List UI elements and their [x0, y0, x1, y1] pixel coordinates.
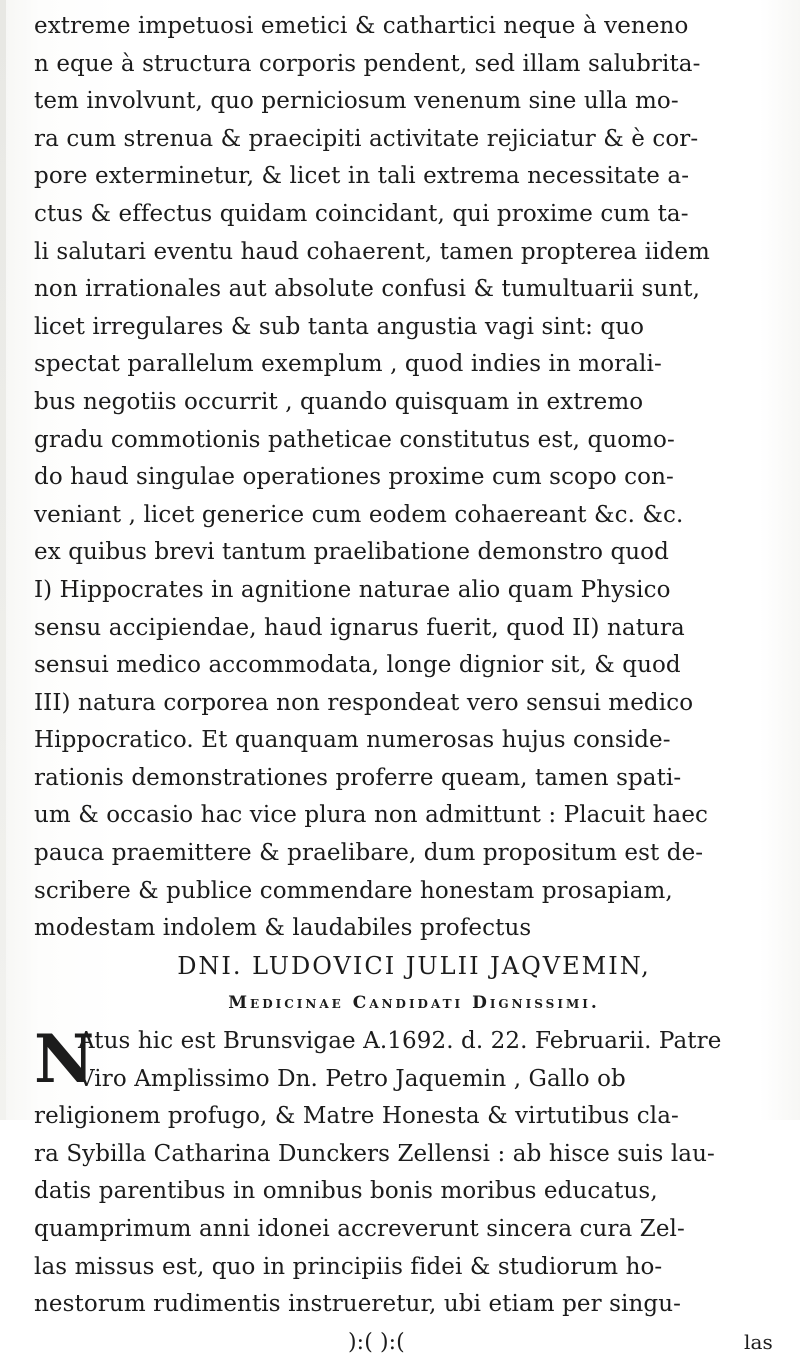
text-line: bus negotiis occurrit , quando quisquam in extremo — [34, 388, 644, 415]
text-line: li salutari eventu haud cohaerent, tamen propterea iidem — [34, 238, 710, 265]
catchword: las — [744, 1329, 773, 1354]
text-line: pore exterminetur, & licet in tali extrema necessitate a- — [34, 163, 690, 190]
bio-line: Viro Amplissimo Dn. Petro Jaquemin , Gallo ob — [78, 1065, 626, 1092]
text-line: do haud singulae operationes proxime cum scopo con- — [34, 464, 674, 491]
text-line: ra cum strenua & praecipiti activitate rejiciatur & è cor- — [34, 125, 699, 152]
text-line: spectat parallelum exemplum , quod indies in morali- — [34, 351, 662, 378]
text-line: sensu accipiendae, haud ignarus fuerit, quod II) natura — [34, 614, 685, 641]
sub-heading: Medicinae Candidati Dignissimi. — [228, 993, 600, 1014]
signature-mark: ):( ):( — [348, 1329, 405, 1355]
footer-line — [34, 1324, 794, 1361]
bio-line: religionem profugo, & Matre Honesta & virtutibus cla- — [34, 1103, 679, 1130]
text-line: III) natura corporea non respondeat vero sensui medico — [34, 689, 694, 716]
body-text — [34, 8, 794, 1361]
text-line: licet irregulares & sub tanta angustia vagi sint: quo — [34, 313, 645, 340]
text-line: rationis demonstrationes proferre queam, tamen spati- — [34, 764, 682, 791]
bio-line: nestorum rudimentis instrueretur, ubi etiam per singu- — [34, 1291, 682, 1318]
bio-line: ra Sybilla Catharina Dunckers Zellensi : ab hisce suis lau- — [34, 1140, 715, 1167]
bio-line: las missus est, quo in principiis fidei & studiorum ho- — [34, 1253, 663, 1280]
text-line: gradu commotionis patheticae constitutus est, quomo- — [34, 426, 675, 453]
text-line: pauca praemittere & praelibare, dum propositum est de- — [34, 840, 704, 867]
bio-line-first: N Atus hic est Brunsvigae A.1692. d. 22. Februarii. Patre — [34, 1020, 722, 1099]
text-line: extreme impetuosi emetici & cathartici neque à veneno — [34, 13, 689, 39]
bio-line: quamprimum anni idonei accreverunt sincera cura Zel- — [34, 1216, 685, 1242]
drop-capital: N — [34, 1020, 95, 1099]
text-line: ex quibus brevi tantum praelibatione demonstro quod — [34, 539, 669, 566]
text-line: veniant , licet generice cum eodem cohaereant &c. &c. — [34, 501, 684, 528]
text-line: scribere & publice commendare honestam prosapiam, — [34, 877, 673, 904]
text-line: n eque à structura corporis pendent, sed illam salubrita- — [34, 50, 701, 77]
text-line: um & occasio hac vice plura non admittunt : Placuit haec — [34, 802, 709, 829]
text-line: tem involvunt, quo perniciosum venenum sine ulla mo- — [34, 88, 679, 115]
name-heading: DNI. LUDOVICI JULII JAQVEMIN, — [177, 951, 651, 980]
text-line: sensui medico accommodata, longe dignior sit, & quod — [34, 652, 681, 679]
text-line: I) Hippocrates in agnitione naturae alio quam Physico — [34, 576, 671, 603]
text-line: ctus & effectus quidam coincidant, qui proxime cum ta- — [34, 200, 689, 227]
bio-line: datis parentibus in omnibus bonis moribus educatus, — [34, 1178, 658, 1205]
text-line: modestam indolem & laudabiles profectus — [34, 915, 532, 942]
text-line: non irrationales aut absolute confusi & tumultuarii sunt, — [34, 276, 701, 303]
text-line: Hippocratico. Et quanquam numerosas hujus conside- — [34, 727, 671, 754]
page-edge — [0, 0, 6, 1120]
